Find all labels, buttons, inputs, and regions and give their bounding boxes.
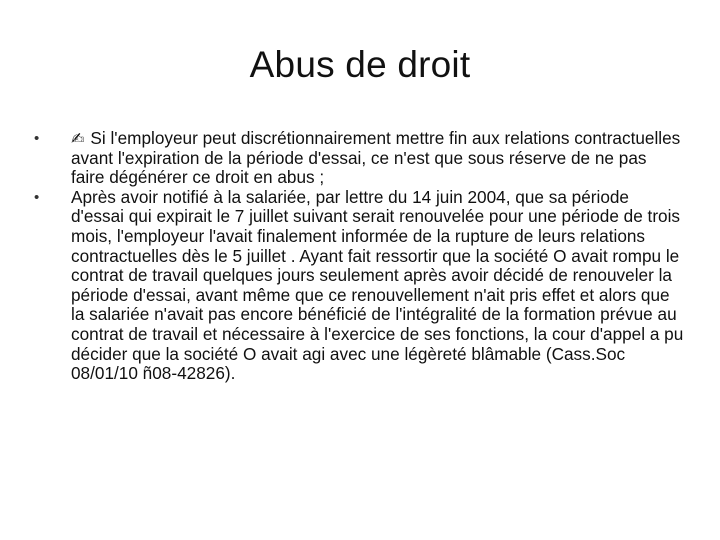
bullet-text: Si l'employeur peut discrétionnairement mettre fin aux relations contractuelles avant l'expiration de la période d'essai, ce n'est que sous réserve de ne pas faire dégénérer ce droit en abus ; [71, 128, 681, 188]
bullet-marker: • [34, 130, 40, 147]
bullet-marker: • [34, 188, 40, 206]
bullet-item-2 [34, 188, 684, 384]
slide-title: Abus de droit [249, 44, 471, 85]
bullet-list [34, 129, 684, 384]
bullet-item-1 [34, 129, 684, 188]
bullet-text: Après avoir notifié à la salariée, par lettre du 14 juin 2004, que sa période d'essai qui expirait le 7 juillet suivant serait renouvelée pour une période de trois mois, l'employeur l'avait finalement informée de la rupture de leurs relations contractuelles dès le 5 juillet . Ayant fait ressortir que la société O avait rompu le contrat de travail quelques jours seulement après avoir décidé de renouveler la période d'essai, avant même que ce renouvellement n'ait pris effet et alors que la salariée n'avait pas encore bénéficié de l'intégralité de la formation prévue au contrat de travail et nécessaire à l'exercice de ses fonctions, la cour d'appel a pu décider que la société O avait agi avec une légèreté blâmable (Cass.Soc 08/01/10 ñ08-42826). [71, 186, 684, 384]
writing-hand-icon: ✍ [71, 129, 85, 148]
